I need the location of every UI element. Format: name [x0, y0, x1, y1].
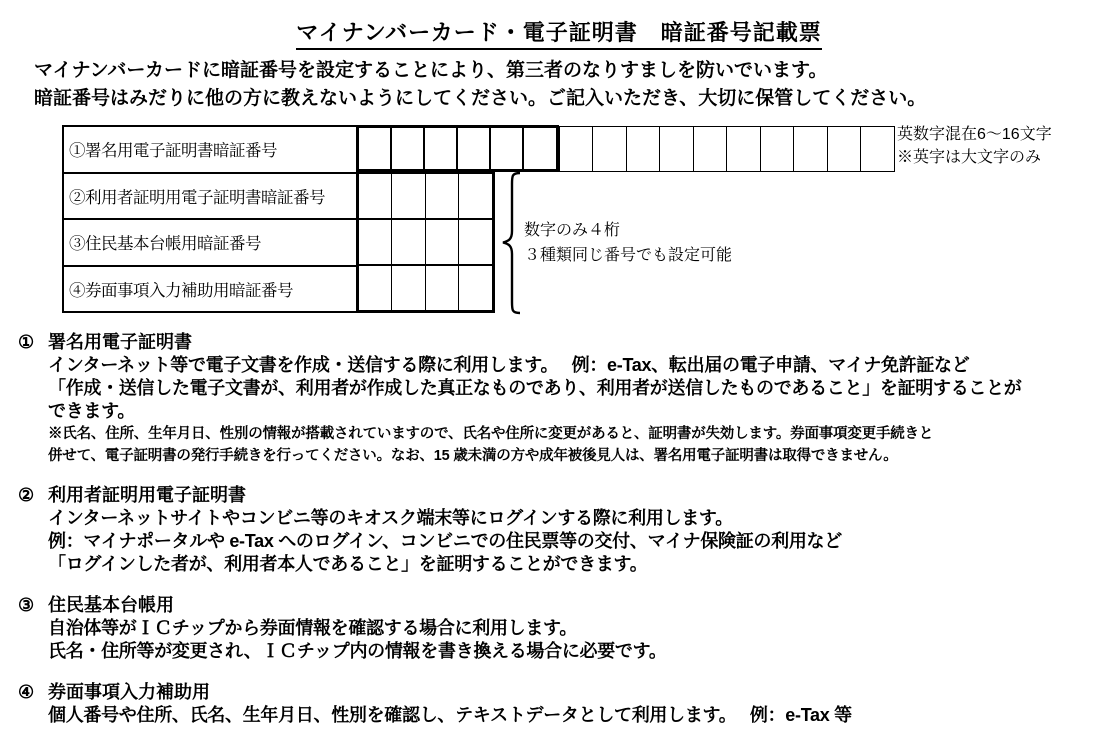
section-card-entry-assist	[18, 681, 852, 727]
section-number: ②	[18, 485, 35, 505]
pin-digit-cell	[491, 128, 524, 169]
row-label-card-entry-assist: ④券面事項入力補助用暗証番号	[69, 281, 293, 300]
pin-digit-cell	[627, 127, 661, 171]
pin-digit-cell	[459, 220, 492, 264]
section-body-line: 「作成・送信した電子文書が、利用者が作成した真正なものであり、利用者が送信したものであること」を証明することが	[48, 378, 1022, 398]
pin-digit-cell	[458, 128, 491, 169]
section-body-line: 個人番号や住所、氏名、生年月日、性別を確認し、テキストデータとして利用します。 例：e-Tax 等	[48, 705, 852, 725]
section-heading-row	[18, 681, 852, 704]
pin-digit-cell	[426, 220, 460, 264]
section-heading: 券面事項入力補助用	[48, 682, 210, 702]
pin-digit-cell	[694, 127, 728, 171]
section-basic-resident	[18, 594, 667, 663]
basic-resident-pin-row	[359, 220, 492, 266]
section-user-cert	[18, 484, 842, 576]
section-heading: 利用者証明用電子証明書	[48, 485, 246, 505]
pin-digit-cell	[426, 266, 460, 310]
pin-digit-cell	[392, 128, 425, 169]
page-title: マイナンバーカード・電子証明書 暗証番号記載票	[0, 16, 1118, 47]
alphanumeric-note	[897, 124, 1052, 169]
section-body-line: 例：マイナポータルや e-Tax へのログイン、コンビニでの住民票等の交付、マイナ保険証の利用など	[48, 531, 842, 551]
pin-table	[62, 125, 1118, 315]
basic-resident-pin-cells	[359, 220, 492, 264]
section-heading-row	[18, 484, 842, 507]
pin-digit-cell	[828, 127, 862, 171]
section-heading-row	[18, 331, 1022, 354]
section-body-line: できます。	[48, 401, 136, 421]
four-digit-pin-grid	[356, 171, 495, 313]
pin-digit-cell	[359, 174, 393, 218]
section-number: ④	[18, 682, 35, 702]
intro-text	[34, 57, 926, 112]
intro-line-1: マイナンバーカードに暗証番号を設定することにより、第三者のなりすましを防いでいます。	[34, 60, 828, 81]
section-heading: 住民基本台帳用	[48, 595, 174, 615]
four-digit-note	[524, 219, 732, 268]
pin-digit-cell	[426, 174, 460, 218]
signature-pin-cells-thin	[560, 127, 894, 171]
section-body-line: インターネットサイトやコンビニ等のキオスク端末等にログインする際に利用します。	[48, 508, 733, 528]
brace-icon	[500, 171, 524, 320]
four-digit-note-line-1: 数字のみ４桁	[524, 222, 621, 239]
section-number: ③	[18, 595, 35, 615]
pin-digit-cell	[794, 127, 828, 171]
pin-digit-cell	[359, 128, 392, 169]
pin-digit-cell	[359, 220, 393, 264]
section-body-line: 自治体等がＩＣチップから券面情報を確認する場合に利用します。	[48, 618, 578, 638]
section-heading: 署名用電子証明書	[48, 332, 192, 352]
alphanumeric-note-line-2: ※英字は大文字のみ	[897, 148, 1042, 166]
pin-digit-cell	[425, 128, 458, 169]
row-label-user-cert: ②利用者証明用電子証明書暗証番号	[64, 174, 356, 221]
pin-table-label-column	[62, 125, 358, 313]
signature-pin-cells-bold	[359, 128, 556, 169]
pin-digit-cell	[359, 266, 393, 310]
section-body-line: 「ログインした者が、利用者本人であること」を証明することができます。	[48, 554, 648, 574]
user-cert-pin-cells	[359, 174, 492, 218]
section-note-line: 併せて、電子証明書の発行手続きを行ってください。なお、15 歳未満の方や成年被後見人は、署名用電子証明書は取得できません。	[48, 448, 898, 464]
pin-digit-cell	[392, 220, 426, 264]
section-number: ①	[18, 332, 35, 352]
alphanumeric-note-line-1: 英数字混在6〜16文字	[897, 126, 1052, 143]
pin-digit-cell	[560, 127, 594, 171]
pin-digit-cell	[524, 128, 555, 169]
pin-digit-cell	[660, 127, 694, 171]
section-body-line: 氏名・住所等が変更され、ＩＣチップ内の情報を書き換える場合に必要です。	[48, 641, 667, 661]
card-entry-assist-pin-row	[359, 266, 492, 310]
pin-digit-cell	[392, 174, 426, 218]
pin-digit-cell	[861, 127, 894, 171]
intro-line-2: 暗証番号はみだりに他の方に教えないようにしてください。ご記入いただき、大切に保管してください。	[34, 87, 927, 109]
section-signature-cert	[18, 331, 1022, 467]
pin-digit-cell	[459, 266, 492, 310]
section-body-line: インターネット等で電子文書を作成・送信する際に利用します。 例：e-Tax、転出届の電子申請、マイナ免許証など	[48, 355, 970, 375]
pin-digit-cell	[593, 127, 627, 171]
pin-digit-cell	[459, 174, 492, 218]
pin-digit-cell	[727, 127, 761, 171]
section-heading-row	[18, 594, 667, 617]
card-entry-assist-pin-cells	[359, 266, 492, 310]
row-label-basic-resident: ③住民基本台帳用暗証番号	[64, 220, 356, 267]
user-cert-pin-row	[359, 174, 492, 220]
pin-digit-cell	[761, 127, 795, 171]
signature-pin-boxes-required	[356, 125, 559, 172]
row-label-signature-cert: ①署名用電子証明書暗証番号	[64, 127, 356, 174]
four-digit-note-line-2: ３種類同じ番号でも設定可能	[524, 246, 733, 264]
signature-pin-boxes-optional	[559, 126, 895, 172]
pin-digit-cell	[392, 266, 426, 310]
section-note-line: ※氏名、住所、生年月日、性別の情報が搭載されていますので、氏名や住所に変更があると、証明書が失効します。券面事項変更手続きと	[48, 426, 934, 442]
